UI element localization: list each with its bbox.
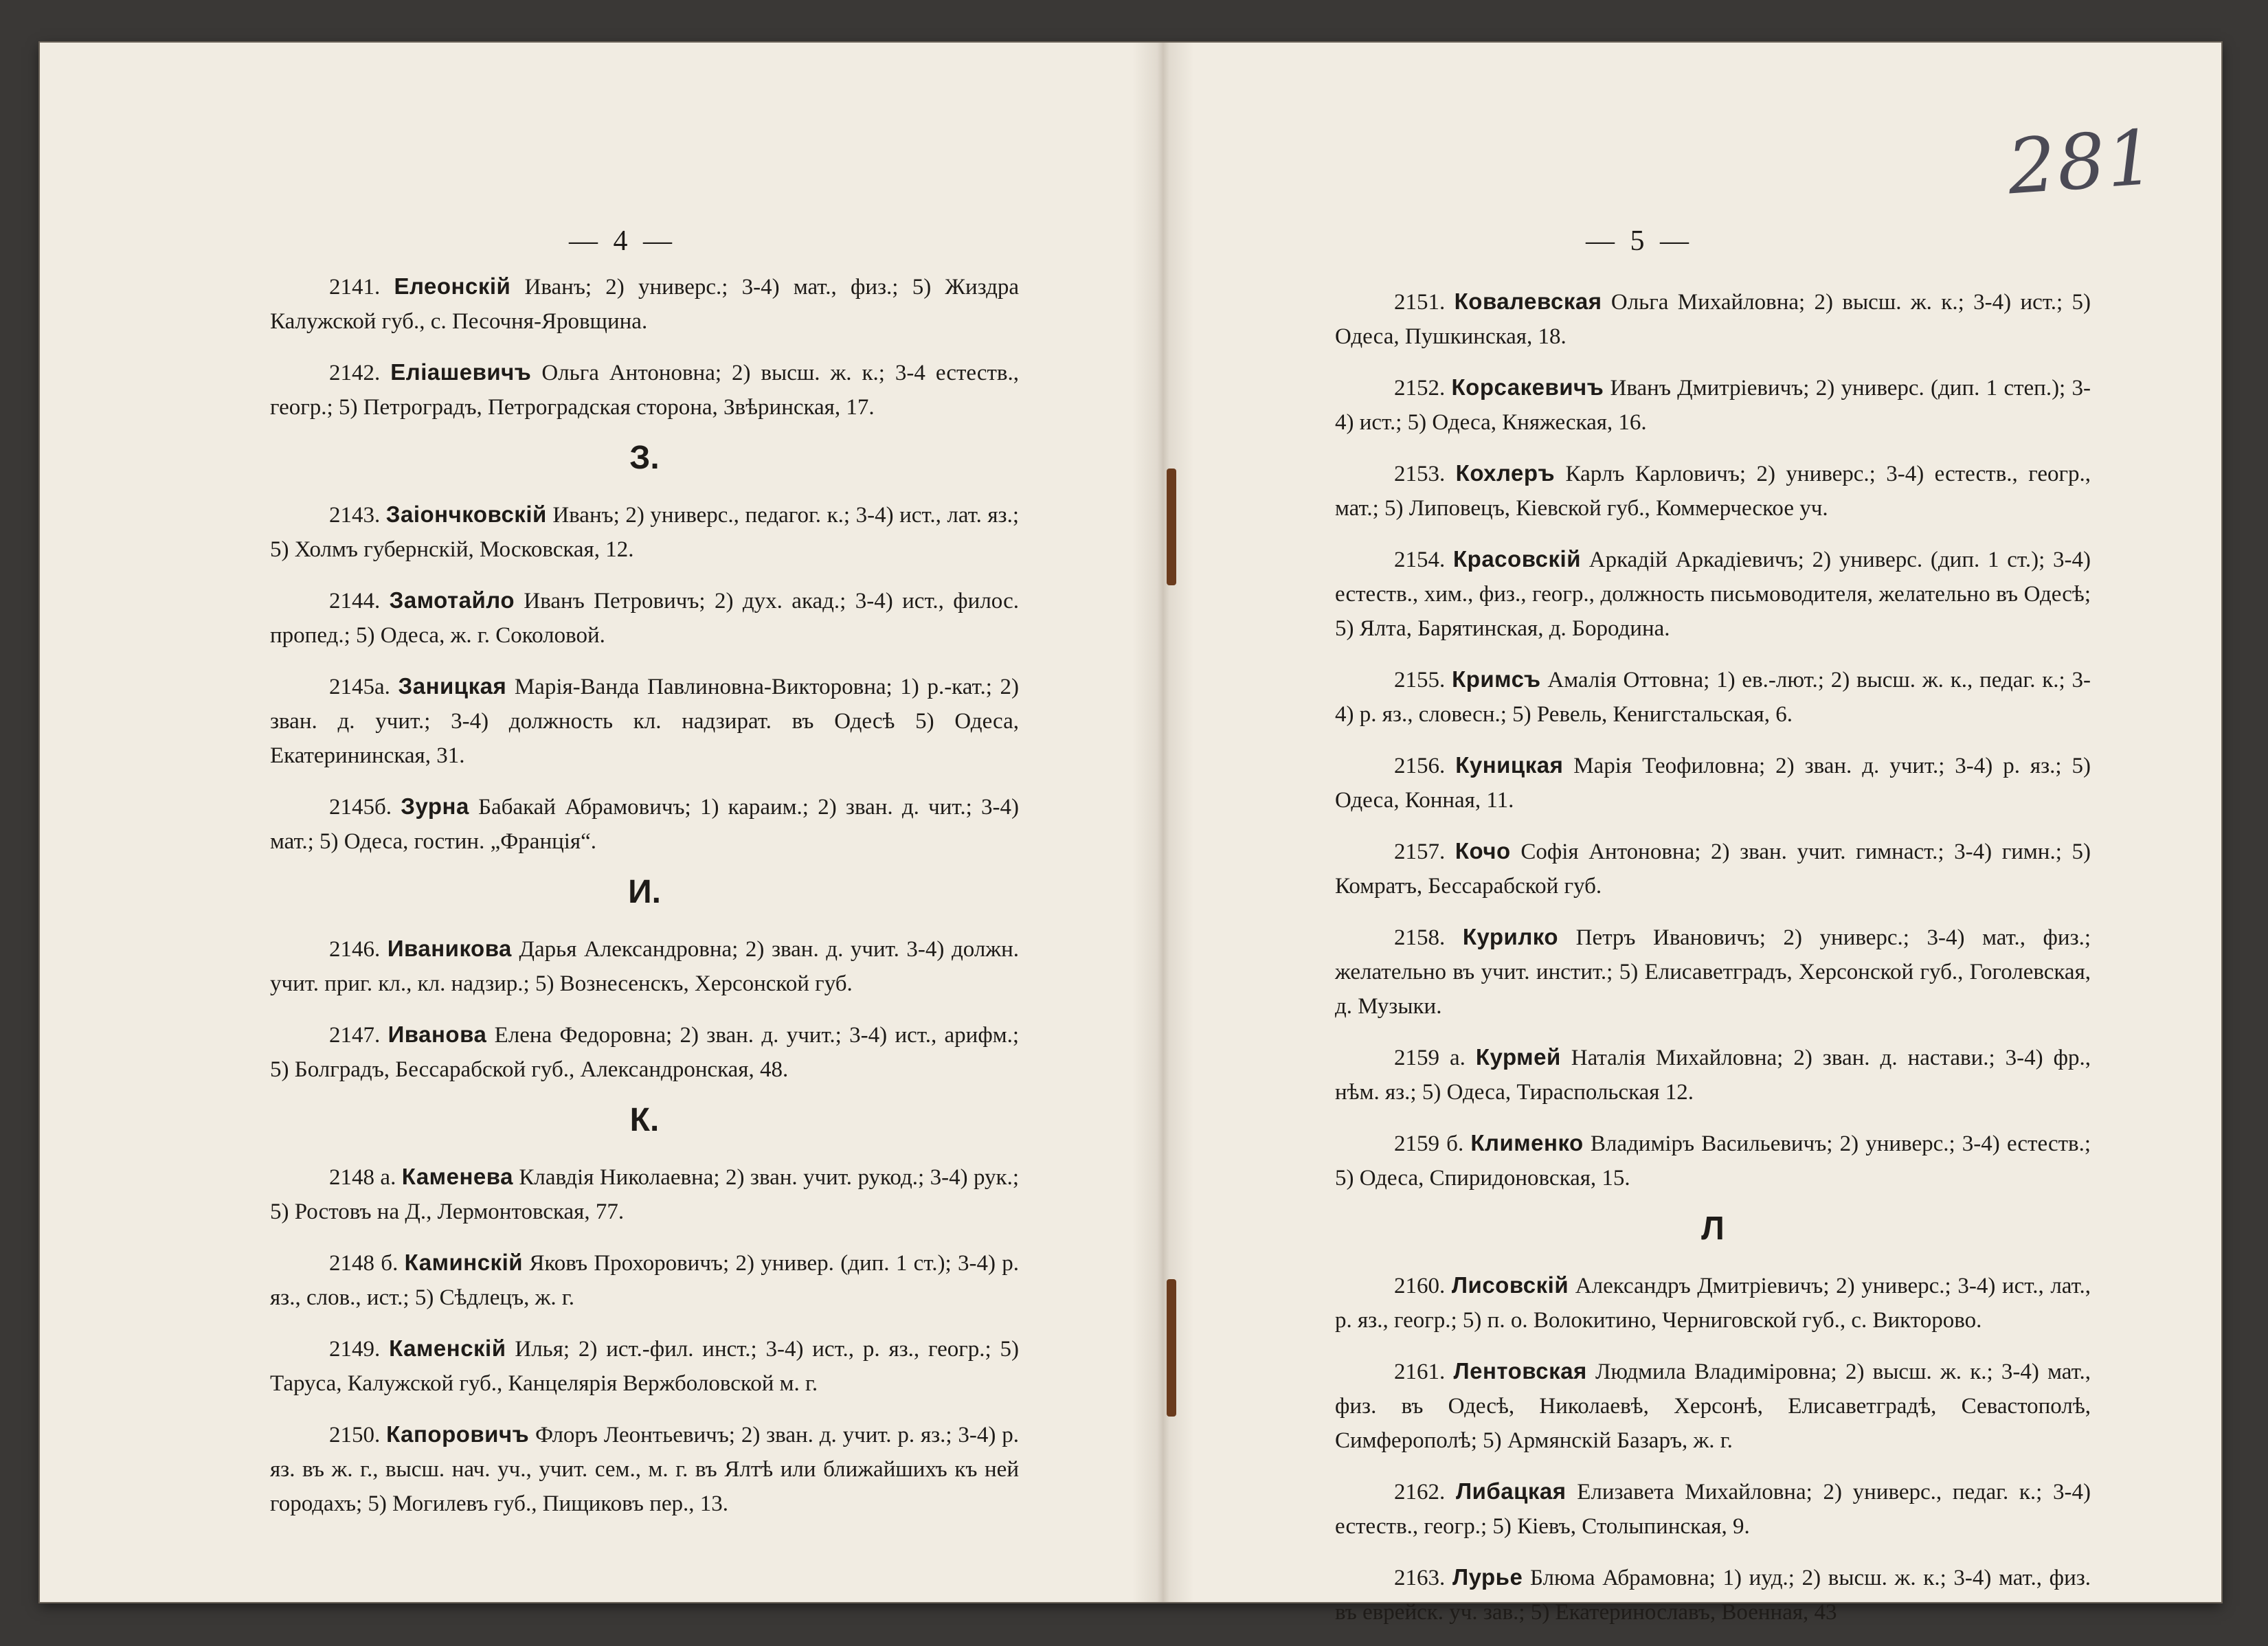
register-entry xyxy=(270,932,1019,1001)
entry-number: 2145б. xyxy=(329,795,392,820)
register-entry xyxy=(1335,542,2091,646)
entry-number: 2141. xyxy=(329,275,381,300)
entry-number: 2154. xyxy=(1394,548,1446,572)
entry-number: 2148 а. xyxy=(329,1165,396,1190)
entry-details: Яковъ Прохоровичъ; 2) универ. (дип. 1 ст.); 3-4) р. яз., слов., ист.; 5) Сѣдлецъ, ж. г. xyxy=(270,1251,1020,1310)
entry-details: Клавдія Николаевна; 2) зван. учит. рукод.; 3-4) рук.; 5) Ростовъ на Д., Лермонтовская, 77. xyxy=(270,1165,1020,1224)
register-entry xyxy=(1335,1474,2091,1544)
entry-details: Петръ Ивановичъ; 2) универс.; 3-4) мат., физ.; желательно въ учит. инстит.; 5) Елисаветградъ, Херсонской губ., Гоголевская, д. Музыки. xyxy=(1335,925,2091,1019)
entry-details: Иванъ; 2) универс., педагог. к.; 3-4) ист., лат. яз.; 5) Холмъ губернскій, Московская, 12. xyxy=(270,503,1020,562)
entry-number: 2153. xyxy=(1394,462,1446,486)
section-letter-heading: Л xyxy=(1701,1210,1725,1247)
entry-details: Иванъ; 2) универс.; 3-4) мат., физ.; 5) Жиздра Калужской губ., с. Песочня-Яровщина. xyxy=(270,275,1020,334)
entry-number: 2155. xyxy=(1394,668,1446,692)
entry-number: 2158. xyxy=(1394,925,1446,950)
register-entry xyxy=(1335,748,2091,818)
entry-number: 2157. xyxy=(1394,839,1446,864)
entry-number: 2152. xyxy=(1394,376,1446,401)
entry-surname: Красовскій xyxy=(1453,546,1581,572)
entry-number: 2151. xyxy=(1394,290,1446,315)
register-entry xyxy=(1335,834,2091,903)
entry-surname: Лурье xyxy=(1452,1564,1523,1590)
entry-number: 2161. xyxy=(1394,1360,1446,1384)
register-entry xyxy=(270,1017,1019,1087)
entry-number: 2143. xyxy=(329,503,381,528)
entry-details: Софія Антоновна; 2) зван. учит. гимнаст.; 3-4) гимн.; 5) Комратъ, Бессарабской губ. xyxy=(1335,839,2091,899)
entry-details: Елена Федоровна; 2) зван. д. учит.; 3-4) ист., арифм.; 5) Болградъ, Бессарабской губ., Александронская, 48. xyxy=(270,1023,1020,1082)
entry-surname: Зурна xyxy=(401,793,469,819)
register-entry xyxy=(1335,284,2091,354)
register-entry xyxy=(270,355,1019,425)
entry-details: Владиміръ Васильевичъ; 2) универс.; 3-4) естеств.; 5) Одеса, Спиридоновская, 15. xyxy=(1335,1131,2091,1191)
entry-surname: Иваникова xyxy=(387,936,512,961)
entry-surname: Заницкая xyxy=(398,673,507,699)
entry-surname: Курмей xyxy=(1475,1044,1561,1070)
register-entry xyxy=(270,497,1019,567)
entry-surname: Куницкая xyxy=(1455,752,1564,778)
entry-number: 2149. xyxy=(329,1337,381,1362)
entry-number: 2142. xyxy=(329,361,381,385)
entry-number: 2163. xyxy=(1394,1566,1446,1590)
register-entry xyxy=(270,583,1019,653)
register-entry xyxy=(1335,662,2091,732)
entry-number: 2162. xyxy=(1394,1480,1446,1504)
entry-number: 2160. xyxy=(1394,1274,1446,1298)
entry-details: Елизавета Михайловна; 2) универс., педаг. к.; 3-4) естеств., геогр.; 5) Кіевъ, Столыпинская, 9. xyxy=(1335,1480,2091,1539)
entry-surname: Кочо xyxy=(1455,838,1511,864)
section-letter-heading: И. xyxy=(628,874,661,910)
entry-surname: Каменскій xyxy=(389,1335,506,1361)
entries-column xyxy=(270,269,1019,1537)
entry-surname: Иванова xyxy=(388,1022,487,1047)
entry-number: 2148 б. xyxy=(329,1251,398,1276)
register-entry xyxy=(270,1331,1019,1401)
entry-details: Наталія Михайловна; 2) зван. д. настави.; 3-4) фр., нѣм. яз.; 5) Одеса, Тираспольская 12. xyxy=(1335,1046,2091,1105)
entry-number: 2156. xyxy=(1394,754,1446,778)
entry-number: 2146. xyxy=(329,937,381,962)
register-entry xyxy=(1335,1126,2091,1195)
entry-number: 2144. xyxy=(329,589,381,613)
document-spread xyxy=(40,43,2221,1625)
archive-folio-number: 281 xyxy=(2004,113,2159,212)
entry-details: Дарья Александровна; 2) зван. д. учит. 3-4) должн. учит. приг. кл., кл. надзир.; 5) Вознесенскъ, Херсонской губ. xyxy=(270,937,1019,996)
entry-details: Иванъ Петровичъ; 2) дух. акад.; 3-4) ист., филос. пропед.; 5) Одеса, ж. г. Соколовой. xyxy=(270,589,1020,648)
register-entry xyxy=(1335,920,2091,1024)
entry-details: Александръ Дмитріевичъ; 2) универс.; 3-4) ист., лат., р. яз., геогр.; 5) п. о. Волокитино, Черниговской губ., с. Викторово. xyxy=(1335,1274,2091,1333)
register-entry xyxy=(270,269,1019,339)
entry-details: Флоръ Леонтьевичъ; 2) зван. д. учит. р. яз.; 3-4) р. яз. въ ж. г., высш. нач. уч., учит. сем., м. г. въ Ялтѣ или ближайшихъ къ ней городахъ; 5) Могилевъ губ., Пищиковъ пер., 13. xyxy=(270,1423,1019,1516)
entry-details: Людмила Владиміровна; 2) высш. ж. к.; 3-4) мат., физ. въ Одесѣ, Николаевѣ, Херсонѣ, Елисаветградѣ, Севастополѣ, Симферополѣ; 5) Армянскій Базаръ, ж. г. xyxy=(1335,1360,2091,1453)
entry-number: 2159 а. xyxy=(1394,1046,1466,1070)
register-entry xyxy=(1335,456,2091,526)
register-entry xyxy=(1335,1354,2091,1458)
entry-details: Бабакай Абрамовичъ; 1) караим.; 2) зван. д. чит.; 3-4) мат.; 5) Одеса, гостин. „Франція“. xyxy=(270,795,1019,854)
entry-details: Блюма Абрамовна; 1) иуд.; 2) высш. ж. к.; 3-4) мат., физ. въ еврейск. уч. зав.; 5) Екатеринославъ, Военная, 43 xyxy=(1335,1566,2091,1625)
entry-surname: Кохлеръ xyxy=(1455,460,1556,486)
entry-surname: Кримсъ xyxy=(1452,666,1541,692)
entry-surname: Каменева xyxy=(401,1164,513,1189)
page-number: — 4 — xyxy=(569,225,676,257)
right-page xyxy=(1167,43,2221,1625)
register-entry xyxy=(270,669,1019,773)
entry-surname: Лентовская xyxy=(1453,1358,1587,1384)
entry-details: Илья; 2) ист.-фил. инст.; 3-4) ист., р. яз., геогр.; 5) Таруса, Калужской губ., Канцелярія Вержболовской м. г. xyxy=(270,1337,1020,1396)
entry-details: Ольга Михайловна; 2) высш. ж. к.; 3-4) ист.; 5) Одеса, Пушкинская, 18. xyxy=(1335,290,2091,349)
register-entry xyxy=(1335,1040,2091,1109)
register-entry xyxy=(270,789,1019,859)
left-page xyxy=(40,43,1160,1602)
entry-surname: Корсакевичъ xyxy=(1451,374,1604,400)
register-entry xyxy=(270,1245,1019,1315)
section-letter-heading: К. xyxy=(629,1102,660,1138)
entry-details: Марія-Ванда Павлиновна-Викторовна; 1) р.-кат.; 2) зван. д. учит.; 3-4) должность кл. надзират. въ Одесѣ 5) Одеса, Екатерининская, 31. xyxy=(270,675,1019,768)
entry-surname: Курилко xyxy=(1462,924,1559,949)
section-letter-heading: З. xyxy=(629,440,660,476)
entry-details: Аркадій Аркадіевичъ; 2) универс. (дип. 1 ст.); 3-4) естеств., хим., физ., геогр., должность письмоводителя, желательно въ Одесѣ; 5) Ялта, Барятинская, д. Бородина. xyxy=(1335,548,2091,641)
page-number: — 5 — xyxy=(1586,225,1693,257)
register-entry xyxy=(1335,1560,2091,1630)
entry-details: Иванъ Дмитріевичъ; 2) универс. (дип. 1 степ.); 3-4) ист.; 5) Одеса, Княжеская, 16. xyxy=(1335,376,2091,435)
entry-number: 2150. xyxy=(329,1423,381,1447)
entry-details: Марія Теофиловна; 2) зван. д. учит.; 3-4) р. яз.; 5) Одеса, Конная, 11. xyxy=(1335,754,2091,813)
entry-details: Ольга Антоновна; 2) высш. ж. к.; 3-4 естеств., геогр.; 5) Петроградъ, Петроградская сторона, Звѣринская, 17. xyxy=(270,361,1019,420)
entry-surname: Замотайло xyxy=(389,587,515,613)
register-entry xyxy=(270,1417,1019,1521)
entry-number: 2145а. xyxy=(329,675,390,699)
entry-number: 2147. xyxy=(329,1023,381,1048)
entry-surname: Еліашевичъ xyxy=(390,359,532,385)
entry-surname: Каминскій xyxy=(404,1250,524,1275)
entry-details: Амалія Оттовна; 1) ев.-лют.; 2) высш. ж. к., педаг. к.; 3-4) р. яз., словесн.; 5) Ревель, Кенигстальская, 6. xyxy=(1335,668,2091,727)
entries-column xyxy=(1335,284,2091,1646)
entry-surname: Заіончковскій xyxy=(385,501,547,527)
register-entry xyxy=(270,1160,1019,1229)
entry-surname: Лисовскій xyxy=(1451,1272,1569,1298)
entry-surname: Елеонскій xyxy=(394,273,511,299)
register-entry xyxy=(1335,1268,2091,1338)
entry-surname: Клименко xyxy=(1470,1130,1584,1155)
entry-surname: Либацкая xyxy=(1455,1478,1567,1504)
entry-surname: Капоровичъ xyxy=(386,1421,530,1447)
entry-number: 2159 б. xyxy=(1394,1131,1464,1156)
entry-details: Карлъ Карловичъ; 2) универс.; 3-4) естеств., геогр., мат.; 5) Липовецъ, Кіевской губ., Коммерческое уч. xyxy=(1335,462,2091,521)
entry-surname: Ковалевская xyxy=(1454,289,1602,314)
register-entry xyxy=(1335,370,2091,440)
